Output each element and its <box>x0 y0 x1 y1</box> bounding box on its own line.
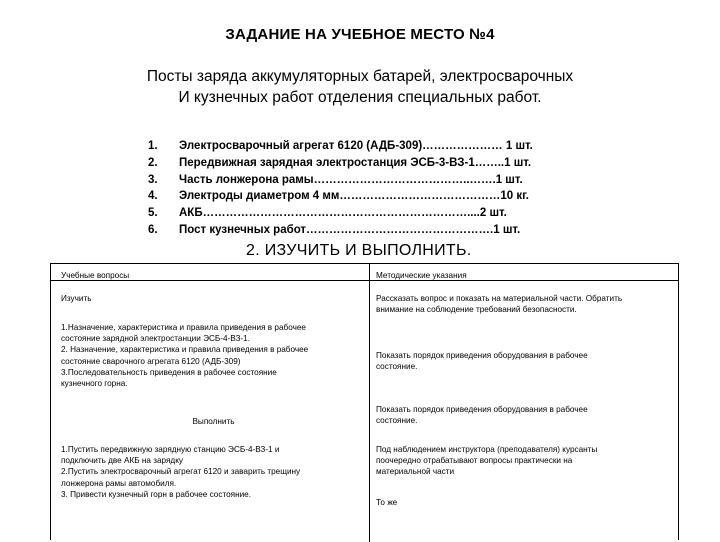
equipment-item <box>148 138 628 155</box>
same-note: То же <box>376 498 398 507</box>
equipment-number: 3. <box>148 173 158 186</box>
equipment-item <box>148 222 628 239</box>
equipment-text: Передвижная зарядная электростанция ЭСБ-3-ВЗ-1……..1 шт. <box>179 156 532 169</box>
perform-label: Выполнить <box>192 417 235 426</box>
study-note-line: внимание на соблюдение требований безопасности. <box>376 305 577 315</box>
equipment-item <box>148 188 628 205</box>
study-item-line: 3.Последовательность приведения в рабочее состояние <box>61 367 277 377</box>
study-label: Изучить <box>61 294 92 303</box>
equipment-number: 2. <box>148 156 158 169</box>
equipment-text: Часть лонжерона рамы…………………………………..…….1 шт. <box>179 173 523 186</box>
page-subtitle <box>0 66 720 108</box>
study-item2-note-line: состояние. <box>376 362 418 372</box>
study-item-line: кузнечного горна. <box>61 379 128 389</box>
equipment-number: 1. <box>148 140 158 152</box>
equipment-list <box>148 138 628 239</box>
perform-instructor-note-line: Под наблюдением инструктора (преподавателя) курсанты <box>376 445 598 454</box>
study-note-line: Рассказать вопрос и показать на материальной части. Обратить <box>376 294 623 303</box>
perform-note-line: Показать порядок приведения оборудования в рабочее <box>376 405 588 414</box>
page-title: ЗАДАНИЕ НА УЧЕБНОЕ МЕСТО №4 <box>225 26 495 43</box>
tasks-table <box>50 263 679 540</box>
equipment-text: АКБ……………………………………………………………....2 шт. <box>179 207 507 220</box>
perform-instructor-note-line: материальной части <box>376 467 455 477</box>
subtitle-line-2: И кузнечных работ отделения специальных работ. <box>178 89 542 106</box>
equipment-number: 6. <box>148 223 158 236</box>
study-item-line: состояние зарядной электростанции ЭСБ-4-ВЗ-1. <box>61 334 250 344</box>
section-heading: 2. ИЗУЧИТЬ И ВЫПОЛНИТЬ. <box>246 242 472 259</box>
perform-instructor-note-line: поочередно отрабатывают вопросы практически на <box>376 456 573 466</box>
study-note <box>376 293 681 315</box>
perform-item-line: 2.Пустить электросварочный агрегат 6120 и заварить трещину <box>61 467 301 477</box>
perform-items <box>61 444 366 500</box>
subtitle-line-1: Посты заряда аккумуляторных батарей, электросварочных <box>146 68 574 85</box>
study-item-line: состояние сварочного агрегата 6120 (АДБ-309) <box>61 356 241 366</box>
study-item2-note-line: Показать порядок приведения оборудования в рабочее <box>376 351 588 360</box>
study-item-line: 2. Назначение, характеристика и правила приведения в рабочее <box>61 345 309 355</box>
perform-item-line: подключить две АКБ на зарядку <box>61 456 183 466</box>
study-item2-note <box>376 350 681 372</box>
perform-note-line: состояние. <box>376 416 418 426</box>
column-header-questions: Учебные вопросы <box>61 271 130 280</box>
perform-item-line: 3. Привести кузнечный горн в рабочее состояние. <box>61 489 252 499</box>
study-items <box>61 322 366 389</box>
equipment-item <box>148 155 628 172</box>
equipment-text: Электросварочный агрегат 6120 (АДБ-309)………………… 1 шт. <box>179 140 533 152</box>
equipment-text: Пост кузнечных работ………………………………………….1 шт. <box>179 223 521 236</box>
equipment-item <box>148 205 628 222</box>
perform-instructor-note <box>376 444 681 478</box>
column-header-guidelines: Методические указания <box>376 271 467 280</box>
perform-note <box>376 404 681 426</box>
equipment-item <box>148 172 628 189</box>
column-divider <box>369 264 370 542</box>
perform-item-line: лонжерона рамы автомобиля. <box>61 478 177 488</box>
equipment-number: 5. <box>148 207 158 220</box>
perform-item-line: 1.Пустить передвижную зарядную станцию ЭСБ-4-ВЗ-1 и <box>61 445 280 454</box>
equipment-number: 4. <box>148 190 158 203</box>
study-item-line: 1.Назначение, характеристика и правила приведения в рабочее <box>61 323 306 332</box>
equipment-text: Электроды диаметром 4 мм……………………………………10 кг. <box>179 190 529 203</box>
